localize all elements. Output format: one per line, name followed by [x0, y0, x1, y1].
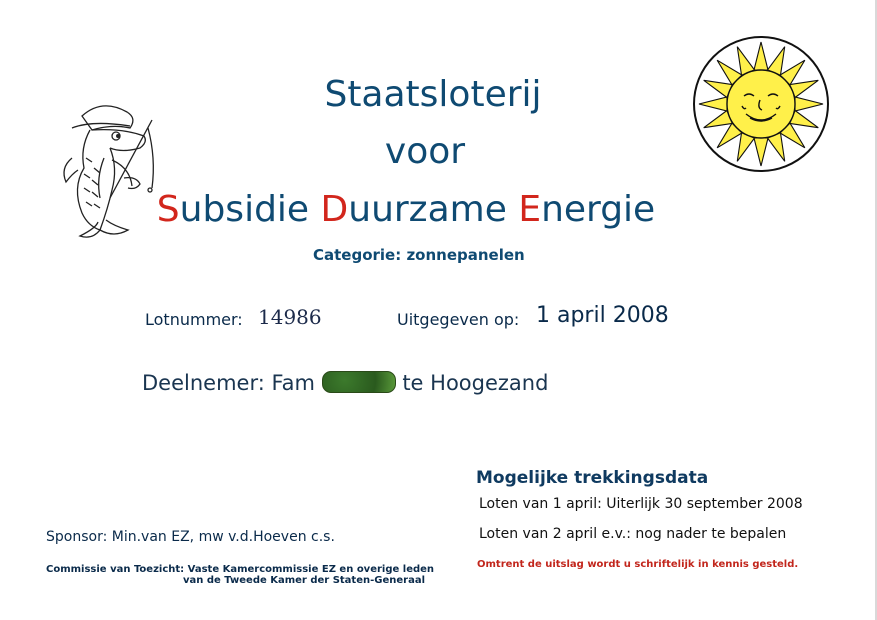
title-duurzame: uurzame: [348, 189, 519, 230]
commission-line-2: van de Tweede Kamer der Staten-Generaal: [183, 575, 426, 586]
issued-label: Uitgegeven op:: [397, 310, 520, 329]
issued-value: 1 april 2008: [536, 303, 669, 328]
redaction-mark: [322, 371, 396, 393]
title-line-3: [0, 189, 812, 230]
participant-prefix: Deelnemer: Fam: [142, 371, 315, 395]
lot-label: Lotnummer:: [145, 310, 243, 329]
draw-dates-heading: Mogelijke trekkingsdata: [476, 468, 709, 488]
participant-suffix: te Hoogezand: [402, 371, 549, 395]
initial-s: S: [156, 189, 180, 230]
lot-value: 14986: [258, 305, 322, 329]
draw-dates-line-2: Loten van 2 april e.v.: nog nader te bepalen: [479, 526, 787, 542]
title-line-1: Staatsloterij: [324, 74, 542, 115]
initial-e: E: [518, 189, 542, 230]
initial-d: D: [320, 189, 349, 230]
title-energie: nergie: [541, 189, 656, 230]
draw-dates-line-1: Loten van 1 april: Uiterlijk 30 september 2008: [479, 496, 803, 512]
participant: [142, 371, 548, 395]
category: Categorie: zonnepanelen: [313, 246, 525, 264]
draw-dates-note: Omtrent de uitslag wordt u schriftelijk in kennis gesteld.: [477, 559, 799, 570]
sponsor: Sponsor: Min.van EZ, mw v.d.Hoeven c.s.: [46, 529, 335, 545]
title-subsidie: ubsidie: [179, 189, 321, 230]
commission-line-1: Commissie van Toezicht: Vaste Kamercommissie EZ en overige leden: [46, 564, 435, 575]
title-line-2: voor: [384, 131, 466, 172]
